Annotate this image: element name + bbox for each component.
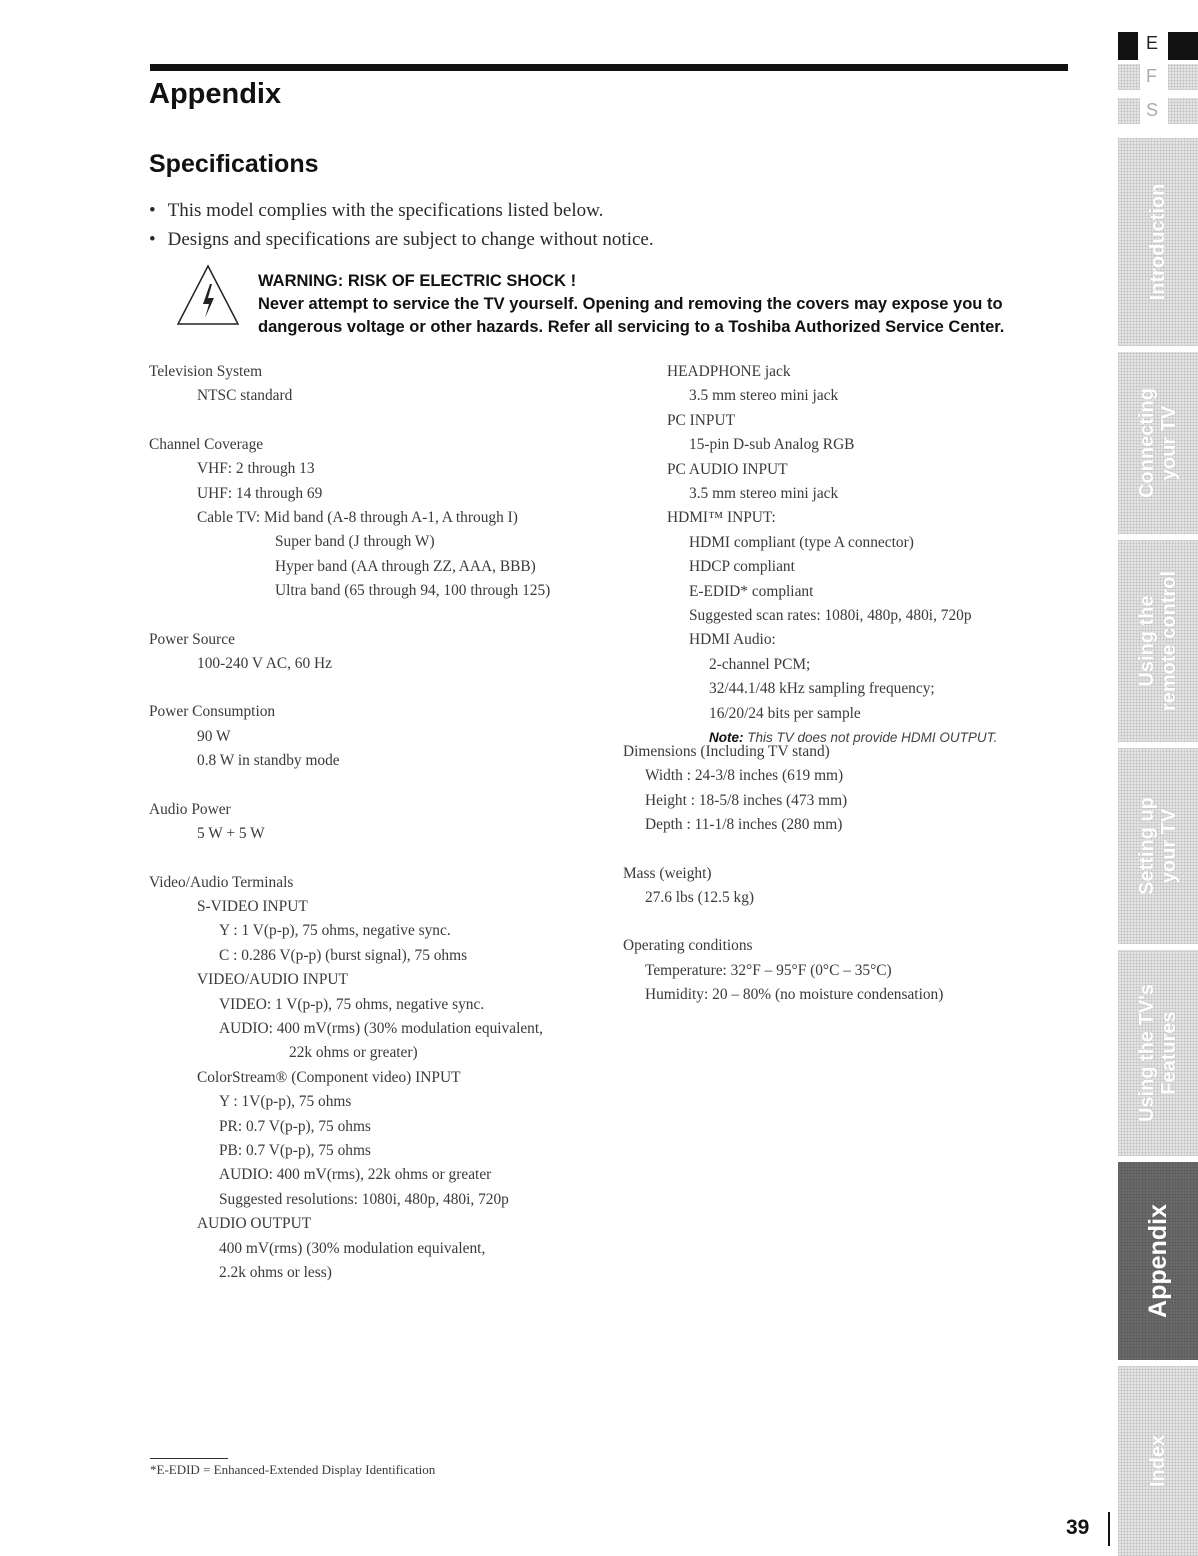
- spec-value: HDMI compliant (type A connector): [689, 533, 914, 551]
- tab-introduction[interactable]: [1118, 138, 1198, 346]
- lang-block: [1168, 98, 1198, 124]
- tab-label: Introduction: [1147, 183, 1169, 301]
- spec-heading: Power Consumption: [149, 703, 276, 721]
- spec-heading: PC INPUT: [667, 411, 735, 429]
- page-title: Appendix: [149, 78, 282, 110]
- spec-value: E-EDID* compliant: [689, 582, 814, 600]
- spec-value: 2.2k ohms or less): [219, 1264, 332, 1281]
- spec-heading: HEADPHONE jack: [667, 363, 791, 380]
- spec-heading: Power Source: [149, 630, 235, 648]
- header-rule: [150, 64, 1068, 71]
- spec-value: PR: 0.7 V(p-p), 75 ohms: [219, 1117, 371, 1135]
- lang-tab-f[interactable]: F: [1146, 66, 1157, 86]
- specs-right-column-lower: [623, 740, 943, 1008]
- spec-value: AUDIO: 400 mV(rms) (30% modulation equivalent,: [219, 1019, 543, 1037]
- spec-value: Ultra band (65 through 94, 100 through 125): [275, 582, 551, 600]
- page-number: 39: [1066, 1516, 1090, 1539]
- spec-value: Suggested scan rates: 1080i, 480p, 480i, 720p: [689, 607, 972, 625]
- tab-setting-up[interactable]: [1118, 748, 1198, 944]
- spec-value: AUDIO: 400 mV(rms), 22k ohms or greater: [219, 1166, 492, 1184]
- spec-subheading: AUDIO OUTPUT: [197, 1215, 312, 1233]
- section-title: Specifications: [149, 150, 319, 178]
- warning-line: Never attempt to service the TV yourself. Opening and removing the covers may expose you to: [258, 295, 1003, 313]
- tab-label: Index: [1147, 1434, 1169, 1488]
- note-label: Note:: [709, 730, 744, 746]
- spec-value: 32/44.1/48 kHz sampling frequency;: [709, 680, 935, 698]
- lang-tab-e[interactable]: E: [1146, 33, 1159, 53]
- footnote-rule: [150, 1458, 228, 1459]
- tab-remote[interactable]: [1118, 540, 1198, 742]
- tab-label: Using the TV's Features: [1136, 983, 1180, 1123]
- bullet-item: • Designs and specifications are subject to change without notice.: [149, 225, 654, 254]
- tab-label: Connecting your TV: [1136, 388, 1180, 498]
- spec-value: Suggested resolutions: 1080i, 480p, 480i, 720p: [219, 1190, 509, 1208]
- spec-value: Width : 24-3/8 inches (619 mm): [645, 767, 844, 785]
- note-text: This TV does not provide HDMI OUTPUT.: [747, 730, 998, 746]
- spec-value: HDCP compliant: [689, 558, 795, 576]
- spec-heading: Channel Coverage: [149, 435, 264, 453]
- lang-tab-s[interactable]: S: [1146, 100, 1159, 120]
- tab-label: Using the remote control: [1136, 570, 1180, 712]
- spec-value: Cable TV: Mid band (A-8 through A-1, A through I): [197, 509, 518, 527]
- tab-features[interactable]: [1118, 950, 1198, 1156]
- spec-value: 100-240 V AC, 60 Hz: [197, 655, 332, 673]
- specs-right-column: [645, 360, 997, 751]
- spec-heading: Audio Power: [149, 800, 231, 818]
- spec-value: 0.8 W in standby mode: [197, 752, 340, 770]
- spec-value: 5 W + 5 W: [197, 825, 265, 843]
- tab-appendix[interactable]: [1118, 1162, 1198, 1360]
- spec-heading: HDMI™ INPUT:: [667, 509, 776, 527]
- spec-value: VHF: 2 through 13: [197, 460, 315, 478]
- spec-heading: Television System: [149, 363, 263, 380]
- spec-value: PB: 0.7 V(p-p), 75 ohms: [219, 1141, 371, 1159]
- spec-value: VIDEO: 1 V(p-p), 75 ohms, negative sync.: [219, 995, 485, 1013]
- spec-subheading: S-VIDEO INPUT: [197, 897, 308, 915]
- spec-subheading: ColorStream® (Component video) INPUT: [197, 1068, 461, 1086]
- spec-value: Y : 1V(p-p), 75 ohms: [219, 1093, 352, 1111]
- specs-left-column: [149, 360, 550, 1285]
- spec-heading: PC AUDIO INPUT: [667, 460, 788, 478]
- page-number-bar: [1108, 1512, 1110, 1546]
- spec-value: 3.5 mm stereo mini jack: [689, 387, 839, 405]
- spec-value: 2-channel PCM;: [709, 655, 811, 673]
- spec-value: Hyper band (AA through ZZ, AAA, BBB): [275, 557, 536, 575]
- spec-value: 90 W: [197, 727, 231, 745]
- spec-value: C : 0.286 V(p-p) (burst signal), 75 ohms: [219, 946, 468, 964]
- spec-heading: Operating conditions: [623, 937, 753, 955]
- spec-subheading: HDMI Audio:: [689, 631, 776, 649]
- spec-value: 22k ohms or greater): [289, 1044, 418, 1062]
- spec-heading: Mass (weight): [623, 864, 712, 882]
- spec-value: 400 mV(rms) (30% modulation equivalent,: [219, 1239, 486, 1257]
- lang-block: [1168, 64, 1198, 90]
- spec-subheading: VIDEO/AUDIO INPUT: [197, 971, 348, 989]
- spec-value: Y : 1 V(p-p), 75 ohms, negative sync.: [219, 922, 451, 940]
- lang-block: [1118, 64, 1140, 90]
- warning-line: dangerous voltage or other hazards. Refer all servicing to a Toshiba Authorized Service Center.: [258, 318, 1005, 336]
- tab-index[interactable]: [1118, 1366, 1198, 1556]
- spec-value: Super band (J through W): [275, 533, 435, 551]
- intro-bullets: [149, 196, 654, 254]
- lang-block: [1118, 32, 1138, 60]
- spec-value: NTSC standard: [197, 387, 293, 405]
- spec-value: 27.6 lbs (12.5 kg): [645, 889, 755, 907]
- lang-block: [1168, 32, 1198, 60]
- tab-label: Setting up your TV: [1136, 797, 1180, 895]
- spec-heading: Dimensions (Including TV stand): [623, 743, 830, 760]
- warning-title: WARNING: RISK OF ELECTRIC SHOCK !: [258, 272, 577, 290]
- electric-shock-warning-icon: [176, 264, 240, 326]
- warning-block: [258, 270, 1058, 339]
- spec-value: 15-pin D-sub Analog RGB: [689, 436, 855, 454]
- spec-heading: Video/Audio Terminals: [149, 873, 294, 891]
- tab-label: Appendix: [1144, 1204, 1172, 1318]
- tab-connecting[interactable]: [1118, 352, 1198, 534]
- bullet-item: • This model complies with the specifications listed below.: [149, 196, 654, 225]
- spec-value: 16/20/24 bits per sample: [709, 704, 861, 722]
- spec-value: Height : 18-5/8 inches (473 mm): [645, 791, 848, 809]
- lang-block: [1118, 98, 1140, 124]
- spec-value: Temperature: 32°F – 95°F (0°C – 35°C): [645, 961, 892, 979]
- spec-value: 3.5 mm stereo mini jack: [689, 485, 839, 503]
- spec-value: Humidity: 20 – 80% (no moisture condensation): [645, 986, 944, 1004]
- footnote: *E-EDID = Enhanced-Extended Display Identification: [150, 1462, 436, 1477]
- spec-value: Depth : 11-1/8 inches (280 mm): [645, 816, 843, 834]
- spec-value: UHF: 14 through 69: [197, 484, 323, 502]
